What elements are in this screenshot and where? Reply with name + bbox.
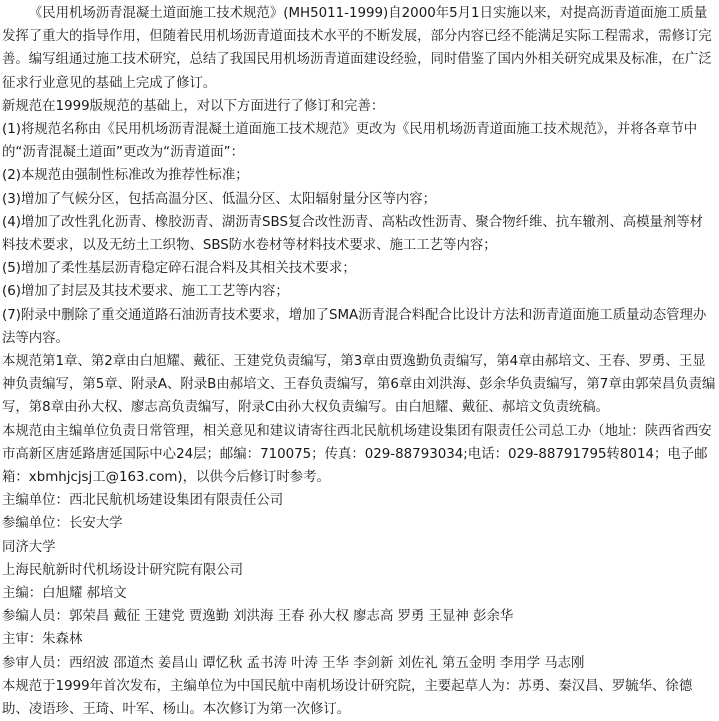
revision-item-3: (3)增加了气候分区，包括高温分区、低温分区、太阳辐射量分区等内容；: [2, 191, 437, 207]
reviewers: 参审人员：西绍波 邵道杰 姜昌山 谭忆秋 孟书涛 叶涛 王华 李剑新 刘佐礼 第五金明 李用学 马志刚: [2, 655, 585, 671]
history-paragraph: 本规范于1999年首次发布，主编单位为中国民航中南机场设计研究院，主要起草人为：苏勇、秦汉昌、罗毓华、徐德助、凌语珍、王琦、叶军、杨山。本次修订为第一次修订。: [2, 678, 693, 718]
participating-unit: 参编单位：长安大学: [2, 516, 123, 532]
revision-item-5: (5)增加了柔性基层沥青稳定碎石混合料及其相关技术要求；: [2, 261, 356, 277]
revision-item-4: (4)增加了改性乳化沥青、橡胶沥青、湖沥青SBS复合改性沥青、高粘改性沥青、聚合物纤维、抗车辙剂、高模量剂等材料技术要求，以及无纺土工织物、SBS防水卷材等材料技术要求、施工工艺等内容；: [2, 214, 704, 254]
intro-paragraph: 《民用机场沥青混凝土道面施工技术规范》(MH5011-1999)自2000年5月1日实施以来，对提高沥青道面施工质量发挥了重大的指导作用，但随着民用机场沥青道面技术水平的不断发展，部分内容已经不能满足实际工程需求，需修订完善。编写组通过施工技术研究，总结了我国民用机场沥青道面建设经验，同时借鉴了国内外相关研究成果及标准，在广泛征求行业意见的基础上完成了修订。: [2, 6, 712, 91]
chief-editors: 主编：白旭耀 郝培文: [2, 586, 127, 602]
participating-editors: 参编人员：郭荣昌 戴征 王建党 贾逸勤 刘洪海 王春 孙大权 廖志高 罗勇 王显神 彭余华: [2, 609, 514, 625]
revision-item-6: (6)增加了封层及其技术要求、施工工艺等内容；: [2, 284, 289, 300]
chief-reviewer: 主审：朱森林: [2, 632, 83, 648]
participating-unit-2: 同济大学: [2, 539, 56, 555]
revision-item-7: (7)附录中删除了重交通道路石油沥青技术要求，增加了SMA沥青混合料配合比设计方法和沥青道面施工质量动态管理办法等内容。: [2, 307, 707, 346]
contact-paragraph: 本规范由主编单位负责日常管理，相关意见和建议请寄往西北民航机场建设集团有限责任公司总工办（地址：陕西省西安市高新区唐延路唐延国际中心24层；邮编：710075；传真：029-88793034;电话：029-88791795转8014；电子邮箱：xbmhjcjsj工@163.com)，以供今后修订时参考。: [2, 423, 712, 486]
participating-unit-3: 上海民航新时代机场设计研究院有限公司: [2, 562, 244, 578]
authorship-paragraph: 本规范第1章、第2章由白旭耀、戴征、王建党负责编写，第3章由贾逸勤负责编写，第4章由郝培文、王春、罗勇、王显神负责编写，第5章、附录A、附录B由郝培文、王春负责编写，第6章由刘洪海、彭余华负责编写，第7章由郭荣昌负责编写，第8章由孙大权、廖志高负责编写，附录C由孙大权负责编写。由白旭耀、戴征、郝培文负责统稿。: [2, 354, 716, 416]
revision-summary: 新规范在1999版规范的基础上，对以下方面进行了修订和完善：: [2, 98, 385, 114]
revision-item-2: (2)本规范由强制性标准改为推荐性标准；: [2, 168, 249, 184]
revision-item-1: (1)将规范名称由《民用机场沥青混凝土道面施工技术规范》更改为《民用机场沥青道面施工技术规范》，并将各章节中的“沥青混凝土道面”更改为“沥青道面”：: [2, 122, 698, 161]
chief-editor-unit: 主编单位：西北民航机场建设集团有限责任公司: [2, 493, 284, 509]
